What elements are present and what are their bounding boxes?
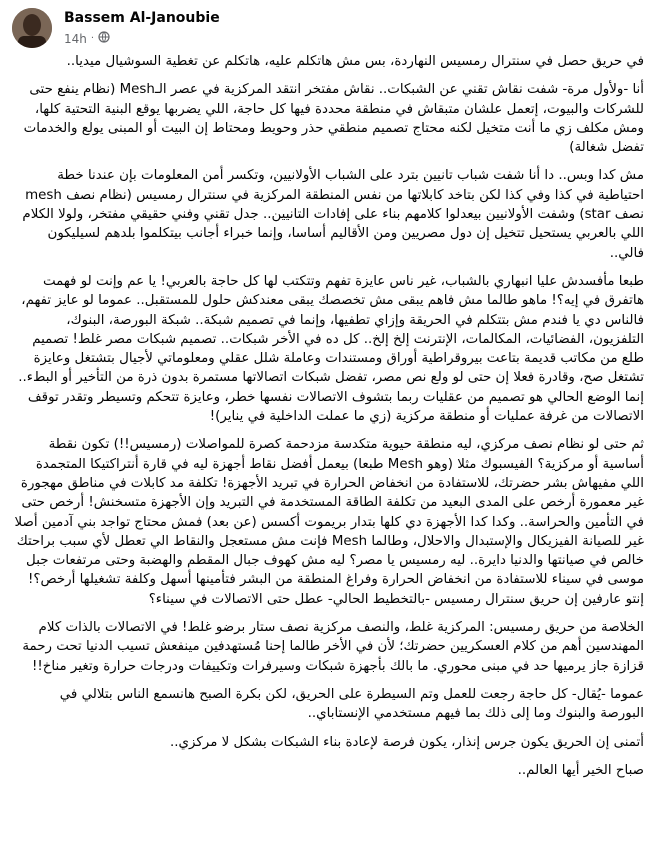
post-paragraph: الخلاصة من حريق رمسيس: المركزية غلط، والنصف مركزية نصف ستار برضو غلط! في الاتصالات بالذات كلام المهندسين أهم من كلام العسكريين حضرتك؛ لأن في الأخر طالما إحنا مُستهدفين مينفعش تسيب الدنيا تحت رحمة قزازة جاز يرميها حد في مبنى محوري. ما بالك بأجهزة شبكات وسيرفرات وتكييفات ودرجات حرارة وتغير مناخ!! bbox=[22, 620, 644, 674]
post-body bbox=[14, 52, 644, 789]
post-paragraph: أنا -ولأول مرة- شفت نقاش تقني عن الشبكات.. نقاش مفتخر انتقد المركزية في عصر الـMesh (نظام ينفع حتى للشركات والبيوت، إتعمل علشان متبقاش في منطقة محددة فيها كل حاجة، اللي يضربها يوقع البنية التحتية كلها، ومش مكلف زي ما أنت متخيل لكنه محتاج تصميم منطقي حذر وحويط ومحتاط إن البيت أو المبنى يولع والخدمات تفضل شغالة) bbox=[23, 82, 644, 156]
post-paragraph: مش كدا وبس.. دا أنا شفت شباب تانيين بترد على الشباب الأولانيين، وتكسر أمن المعلومات بإن عندنا خطة احتياطية في كذا وفي كذا لكن بتاخد كابلاتها من نفس المنطقة المركزية في سنترال رمسيس (نظام نصف mesh نصف star) وشفت الأولانيين بيعدلوا كلامهم بناء على إفادات التانيين.. جدل تقني وفني حقيقي مفتخر، ولولا الكلام اللي بالعربي يستحيل تتخيل إن دول مصريين ومن الأقاليم أساسا، وإنما خبراء أجانب بيتكلموا بلدهم لسيليكون فالي.. bbox=[22, 168, 644, 261]
post-paragraph: في حريق حصل في سنترال رمسيس النهاردة، بس مش هاتكلم عليه، هاتكلم عن تغطية السوشيال ميديا.. bbox=[66, 54, 644, 69]
author-name[interactable]: Bassem Al-Janoubie bbox=[64, 10, 220, 26]
post-paragraph: طبعا مأفسدش عليا انبهاري بالشباب، غير ناس عايزة تفهم وتتكتب لها كل حاجة بالعربي! يا عم وإنت لو فهمت هاتفرق في إيه؟! ماهو طالما مش فاهم يبقى مش تخصصك يبقى معندكش حلول للمستقبل.. عموما لو عايز تفهم، فالناس دي يا فندم مش بتتكلم في الحريقة وإزاي تطفيها، وإنما في تصميم شبكة.. شبكة البورصة، البنوك، التلفزيون، الفضائيات، المكالمات، الإنترنت إلخ إلخ.. كل ده في الأخر شبكات.. تصميم شبكات مصر غلط! تصميم طلع من مكاتب قديمة بتاعت بيروقراطية أوراق ومستندات وعاملة شلل عقلي ومعلوماتي لأجيال بتشتغل وعايزة تشتغل صح، وقادرة فعلا إن حتى لو ولع نص مصر، تفضل شبكات اتصالاتها مستمرة بدون ذرة من التأخير أو البطء.. إنما الوضع الحالي هو تصميم من عقليات ربما بتشوف الاتصالات نفسها خطر، وعايزة تتحكم وتسيطر وتقدر توقف الاتصالات من غرفة عمليات أو منطقة مركزية (زي ما عملت الداخلية في يناير)! bbox=[18, 273, 644, 425]
post-time[interactable]: 14h bbox=[64, 31, 87, 46]
post-paragraph: صباح الخير أيها العالم.. bbox=[517, 762, 644, 778]
post-meta bbox=[64, 31, 110, 46]
globe-icon bbox=[98, 31, 110, 46]
post-paragraph: عموما -يُقال- كل حاجة رجعت للعمل وتم السيطرة على الحريق، لكن بكرة الصبح هانسمع الناس بتلالي في البورصة والبنوك وما إلى ذلك بما فيهم مستخدمي الإنستاباي.. bbox=[59, 686, 644, 722]
post-paragraph: أتمنى إن الحريق يكون جرس إنذار، يكون فرصة لإعادة بناء الشبكات بشكل لا مركزي.. bbox=[170, 734, 644, 750]
meta-separator: · bbox=[90, 33, 95, 44]
post-paragraph: ثم حتى لو نظام نصف مركزي، ليه منطقة حيوية متكدسة مزدحمة كصرة للمواصلات (رمسيس!!) تكون نقطة أساسية أو مركزية؟ الفيسبوك مثلا (وهو Mesh طبعا) بيعمل أفضل نقاط أجهزة ليه في قارة أنتراكتيكا المتجمدة اللي مفيهاش بشر حضرتك، للاستفادة من انخفاض الحرارة في تبريد الأجهزة! تكلفة مد كابلات في مناطق مهجورة غير معمورة أرخص على المدى البعيد من تكلفة الطاقة المستخدمة في التبريد وإن الأجهزة متسخنش! أرخص حتى في التأمين والحراسة.. وكدا كدا الأجهزة دي كلها بتدار بريموت أكسس (عن بعد) فمش محتاج تواجد بني آدمين أصلا غير للصيانة الفيزيكال والإستبدال والاحلال، وطالما Mesh فإنت مش مستعجل والنقاط الي تعطل لأي سبب براحتك خالص في صيانتها والدنيا دايرة.. ليه رمسيس يا مصر؟ ليه مش كهوف جبال المقطم والهضبة وحتى مرتفعات جبل موسى في سيناء للاستفادة من انخفاض الحرارة وفراغ المنطقة من البشر فتأمينها أسهل وكلفة تشغيلها أرخص؟! إنتو عارفين إن حريق سنترال رمسيس -بالتخطيط الحالي- عطل حتى الاتصالات في سيناء؟ bbox=[14, 437, 644, 607]
avatar[interactable] bbox=[12, 8, 52, 48]
post-header bbox=[12, 6, 642, 50]
